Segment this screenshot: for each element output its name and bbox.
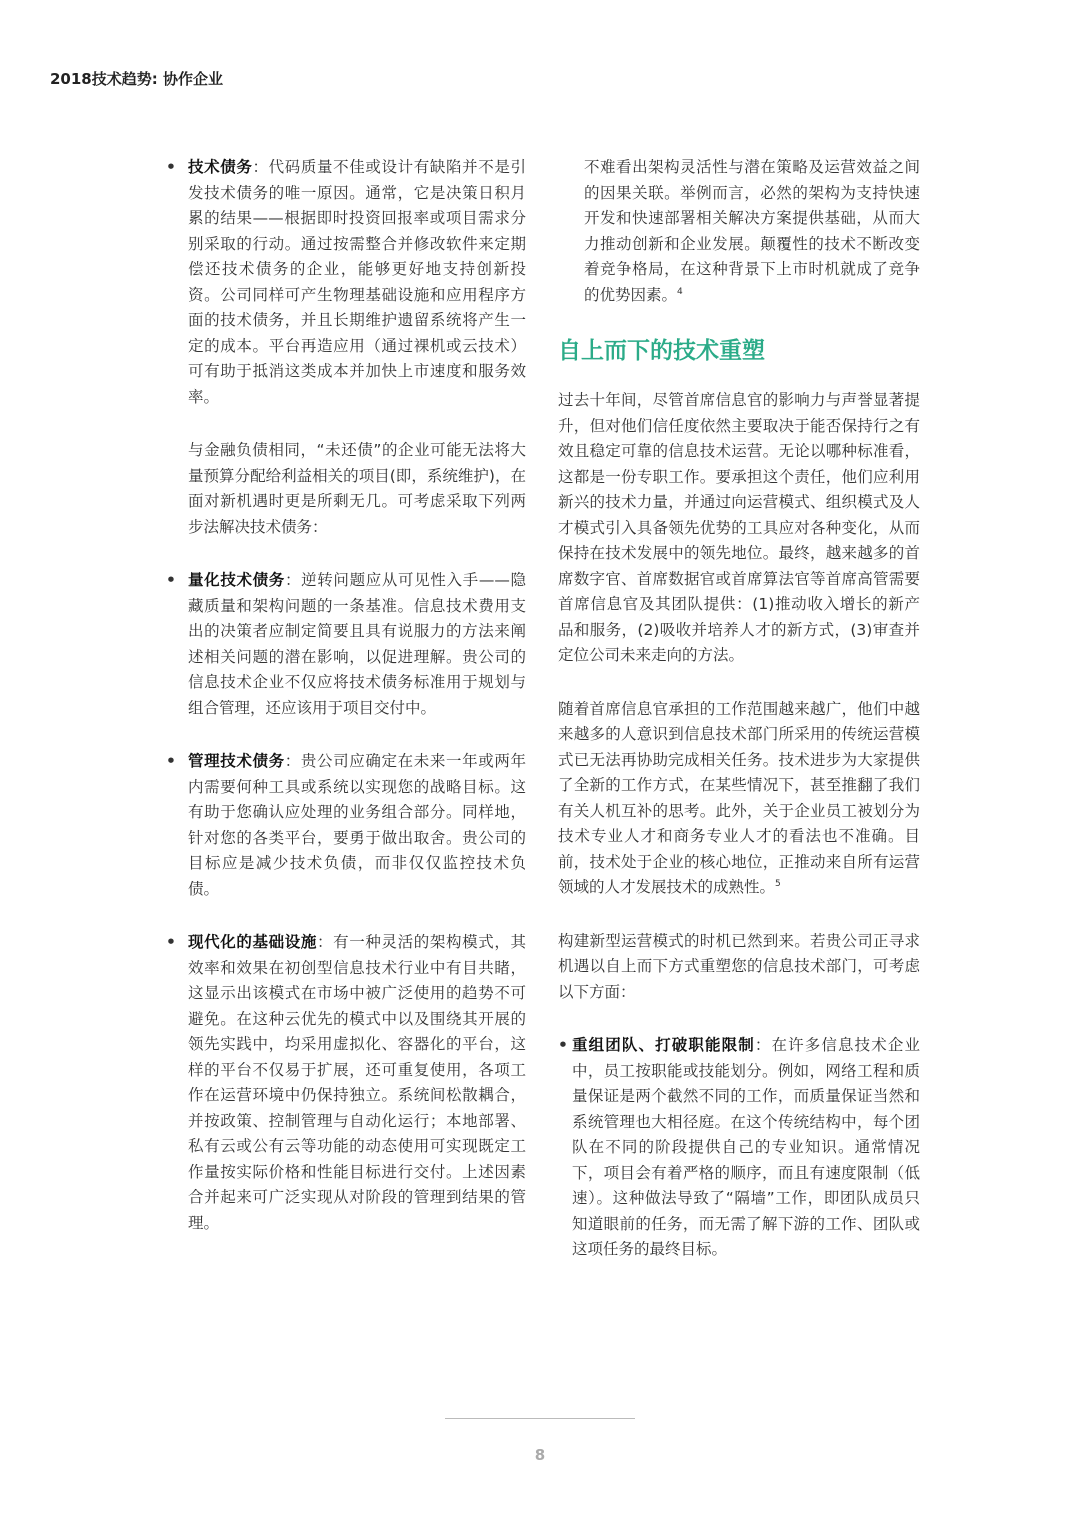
footnote-marker: 5	[775, 878, 781, 889]
bullet-dot: •	[166, 933, 176, 951]
page-header: 2018技术趋势: 协作企业	[50, 70, 223, 88]
bullet-text: ：贵公司应确定在未来一年或两年内需要何种工具或系统以实现您的战略目标。这有助于您确认应处理的业务组合部分。同样地，针对您的各类平台，要勇于做出取舍。贵公司的目标应是减少技术负债，而非仅仅监控技术负债。	[188, 752, 526, 898]
bullet-term: 现代化的基础设施	[188, 933, 317, 951]
bullet-quantify-debt	[166, 568, 526, 721]
bullet-technical-debt	[166, 155, 526, 410]
bullet-text: ：在许多信息技术企业中，员工按职能或技能划分。例如，网络工程和质量保证是两个截然不同的工作，而质量保证当然和系统管理也大相径庭。在这个传统结构中，每个团队在不同的阶段提供自己的专业知识。通常情况下，项目会有着严格的顺序，而且有速度限制（低速）。这种做法导致了“隔墙”工作，即团队成员只知道眼前的任务，而无需了解下游的工作、团队或这项任务的最终目标。	[572, 1036, 920, 1258]
footnote-marker: 4	[677, 286, 683, 297]
paragraph-financial-debt: 与金融负债相同，“未还债”的企业可能无法将大量预算分配给利益相关的项目(即，系统维护)，在面对新机遇时更是所剩无几。可考虑采取下列两步法解决技术债务：	[188, 441, 526, 536]
bullet-text: ：有一种灵活的架构模式，其效率和效果在初创型信息技术行业中有目共睹，这显示出该模式在市场中被广泛使用的趋势不可避免。在这种云优先的模式中以及围绕其开展的领先实践中，均采用虚拟化、容器化的平台，这样的平台不仅易于扩展，还可重复使用，各项工作在运营环境中仍保持独立。系统间松散耦合，并按政策、控制管理与自动化运行；本地部署、私有云或公有云等功能的动态使用可实现既定工作量按实际价格和性能目标进行交付。上述因素合并起来可广泛实现从对阶段的管理到结果的管理。	[188, 933, 526, 1232]
paragraph-text: 不难看出架构灵活性与潜在策略及运营效益之间的因果关联。举例而言，必然的架构为支持快速开发和快速部署相关解决方案提供基础，从而大力推动创新和企业发展。颠覆性的技术不断改变着竞争格局，在这种背景下上市时机就成了竞争的优势因素。	[584, 158, 920, 304]
left-column	[166, 155, 526, 1264]
bullet-text: ：逆转问题应从可见性入手——隐藏质量和架构问题的一条基准。信息技术费用支出的决策者应制定简要且具有说服力的方法来阐述相关问题的潜在影响，以促进理解。贵公司的信息技术企业不仅应将技术债务标准用于规划与组合管理，还应该用于项目交付中。	[188, 571, 526, 717]
page-number: 8	[534, 1446, 546, 1464]
bullet-term: 技术债务	[188, 158, 253, 176]
bullet-dot: •	[166, 571, 176, 589]
bullet-dot: •	[558, 1036, 568, 1054]
bullet-reorganize-teams	[558, 1033, 920, 1263]
bullet-dot: •	[166, 752, 176, 770]
paragraph-operating-model	[558, 697, 920, 901]
bullet-dot: •	[166, 158, 176, 176]
bullet-modern-infrastructure	[166, 930, 526, 1236]
paragraph-cio-influence: 过去十年间，尽管首席信息官的影响力与声誉显著提升，但对他们信任度依然主要取决于能否保持行之有效且稳定可靠的信息技术运营。无论以哪种标准看，这都是一份专职工作。要承担这个责任，他们应利用新兴的技术力量，并通过向运营模式、组织模式及人才模式引入具备领先优势的工具应对各种变化，从而保持在技术发展中的领先地位。最终，越来越多的首席数字官、首席数据官或首席算法官等首席高管需要首席信息官及其团队提供：(1)推动收入增长的新产品和服务，(2)吸收并培养人才的新方式，(3)审查并定位公司未来走向的方法。	[558, 391, 920, 664]
right-column	[558, 155, 920, 1291]
section-title: 自上而下的技术重塑	[558, 338, 765, 364]
paragraph-new-model: 构建新型运营模式的时机已然到来。若贵公司正寻求机遇以自上而下方式重塑您的信息技术部门，可考虑以下方面：	[558, 931, 920, 1001]
paragraph-continued	[584, 155, 920, 308]
bullet-term: 量化技术债务	[188, 571, 285, 589]
bullet-manage-debt	[166, 749, 526, 902]
bullet-text: ：代码质量不佳或设计有缺陷并不是引发技术债务的唯一原因。通常，它是决策日积月累的结果——根据即时投资回报率或项目需求分别采取的行动。通过按需整合并修改软件来定期偿还技术债务的企业，能够更好地支持创新投资。公司同样可产生物理基础设施和应用程序方面的技术债务，并且长期维护遗留系统将产生一定的成本。平台再造应用（通过裸机或云技术）可有助于抵消这类成本并加快上市速度和服务效率。	[188, 158, 526, 406]
footer-divider	[445, 1418, 635, 1419]
bullet-term: 重组团队、打破职能限制	[572, 1036, 755, 1054]
paragraph-text: 随着首席信息官承担的工作范围越来越广，他们中越来越多的人意识到信息技术部门所采用的传统运营模式已无法再协助完成相关任务。技术进步为大家提供了全新的工作方式，在某些情况下，甚至推翻了我们有关人机互补的思考。此外，关于企业员工被划分为技术专业人才和商务专业人才的看法也不准确。目前，技术处于企业的核心地位，正推动来自所有运营领域的人才发展技术的成熟性。	[558, 699, 920, 896]
bullet-term: 管理技术债务	[188, 752, 285, 770]
